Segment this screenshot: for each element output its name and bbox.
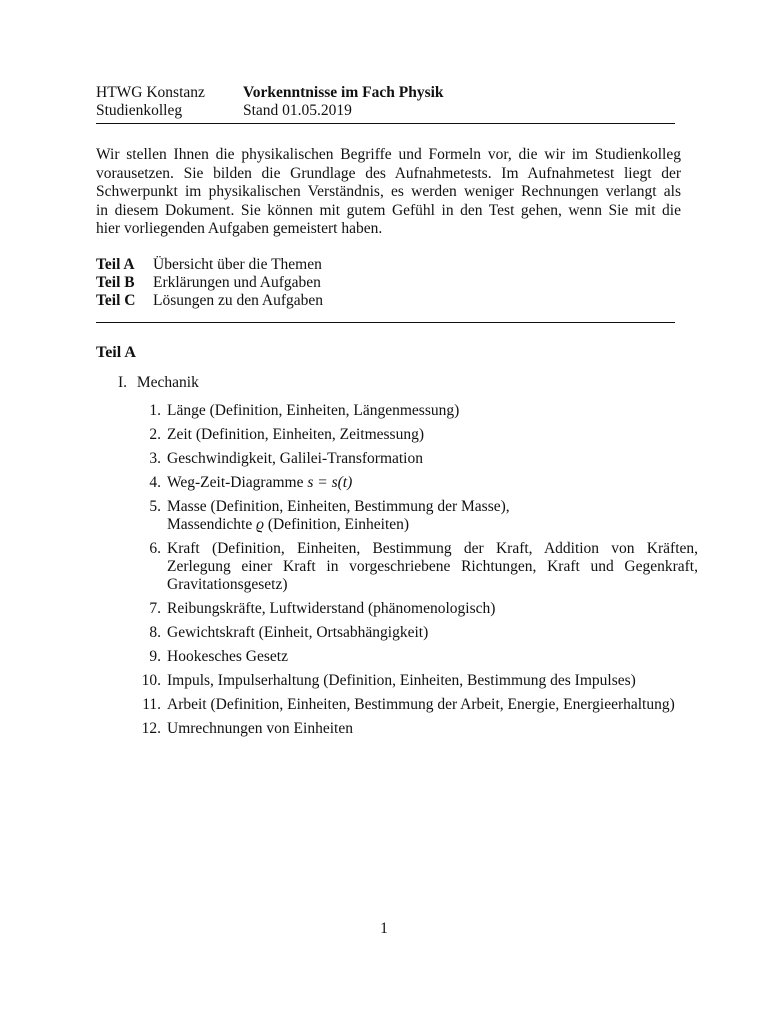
list-item: [130, 450, 700, 468]
list-item: [130, 600, 700, 618]
list-item-text: Reibungskräfte, Luftwiderstand (phänomenologisch): [167, 600, 496, 617]
list-item-number: 2.: [149, 426, 161, 443]
toc-key: Teil A: [96, 256, 135, 273]
list-item-number: 5.: [149, 498, 161, 515]
list-item: [130, 402, 700, 420]
list-item-number: 9.: [149, 648, 161, 665]
list-item-number: 3.: [149, 450, 161, 467]
list-item: [130, 426, 700, 444]
toc-key: Teil C: [96, 292, 136, 309]
list-item-number: 11.: [142, 696, 161, 713]
list-item-text: Impuls, Impulserhaltung (Definition, Einheiten, Bestimmung des Impulses): [167, 672, 636, 689]
toc-key: Teil B: [96, 274, 135, 291]
header-institution: HTWG Konstanz: [96, 84, 205, 101]
section-rule: [96, 322, 675, 323]
list-item-number: 8.: [149, 624, 161, 641]
toc-label: Erklärungen und Aufgaben: [153, 274, 321, 291]
formula: s = s(t): [307, 474, 353, 491]
list-item: [130, 498, 700, 534]
list-item-number: 1.: [149, 402, 161, 419]
intro-line: Wir stellen Ihnen die physikalischen Begriffe und Formeln vor, die wir im Studienkolleg: [96, 146, 681, 163]
header-right: [243, 84, 444, 120]
list-item-text: Gewichtskraft (Einheit, Ortsabhängigkeit): [167, 624, 429, 641]
toc-entry: [96, 274, 323, 292]
list-item-text: Weg-Zeit-Diagramme: [167, 474, 304, 491]
header-rule: [96, 123, 675, 124]
document-title: Vorkenntnisse im Fach Physik: [243, 84, 444, 101]
list-item: [130, 672, 700, 690]
list-item-number: 7.: [149, 600, 161, 617]
toc-label: Übersicht über die Themen: [153, 256, 322, 273]
intro-line: in diesem Dokument. Sie können mit gutem Gefühl in den Test gehen, wenn Sie mit die: [96, 201, 681, 219]
intro-paragraph: [96, 146, 681, 239]
intro-line: vorausetzen. Sie bilden die Grundlage des Aufnahmetests. Im Aufnahmetest liegt der: [96, 164, 681, 182]
list-item-number: 6.: [149, 540, 161, 557]
list-item: [130, 474, 700, 492]
list-item-number: 12.: [141, 720, 161, 737]
list-item-text: Umrechnungen von Einheiten: [167, 720, 353, 737]
subsection-title: Mechanik: [136, 374, 199, 391]
page-number: 1: [380, 920, 388, 937]
list-item-text: Zerlegung einer Kraft in vorgeschriebene Richtungen, Kraft und Gegenkraft,: [167, 558, 698, 575]
section-title: Teil A: [96, 344, 136, 361]
list-item-number: 4.: [149, 474, 161, 491]
list-item-text: Gravitationsgesetz): [167, 576, 288, 593]
list-item-text: Masse (Definition, Einheiten, Bestimmung der Masse),: [167, 498, 510, 515]
list-item: [130, 720, 700, 738]
header-left: [96, 84, 244, 120]
toc-entry: [96, 256, 323, 274]
header-department: Studienkolleg: [96, 102, 183, 119]
list-item-text: Zeit (Definition, Einheiten, Zeitmessung): [167, 426, 424, 443]
list-item: [130, 540, 700, 594]
list-item-text: Arbeit (Definition, Einheiten, Bestimmung der Arbeit, Energie, Energieerhaltung): [167, 696, 675, 713]
list-item: [130, 624, 700, 642]
list-item: [130, 648, 700, 666]
list-item-text: Geschwindigkeit, Galilei-Transformation: [167, 450, 423, 467]
toc-label: Lösungen zu den Aufgaben: [153, 292, 324, 309]
density-symbol: ϱ: [256, 516, 264, 533]
intro-line: hier vorliegenden Aufgaben gemeistert haben.: [96, 220, 383, 237]
list-item-text: Kraft (Definition, Einheiten, Bestimmung der Kraft, Addition von Kräften,: [167, 540, 698, 557]
list-item-number: 10.: [141, 672, 161, 689]
list-item-text: Hookesches Gesetz: [167, 648, 288, 665]
list-item-text: Länge (Definition, Einheiten, Längenmessung): [167, 402, 460, 419]
subsection-number: I.: [118, 374, 128, 391]
list-item-text: (Definition, Einheiten): [267, 516, 410, 533]
document-date: Stand 01.05.2019: [243, 102, 352, 119]
intro-line: Schwerpunkt im physikalischen Verständnis, es werden weniger Rechnungen verlangt als: [96, 183, 681, 200]
list-item-text: Massendichte: [167, 516, 253, 533]
table-of-contents: [96, 256, 323, 310]
subsection-heading: [118, 374, 199, 392]
list-item: [130, 696, 700, 714]
topic-list: [130, 402, 700, 744]
toc-entry: [96, 292, 323, 310]
